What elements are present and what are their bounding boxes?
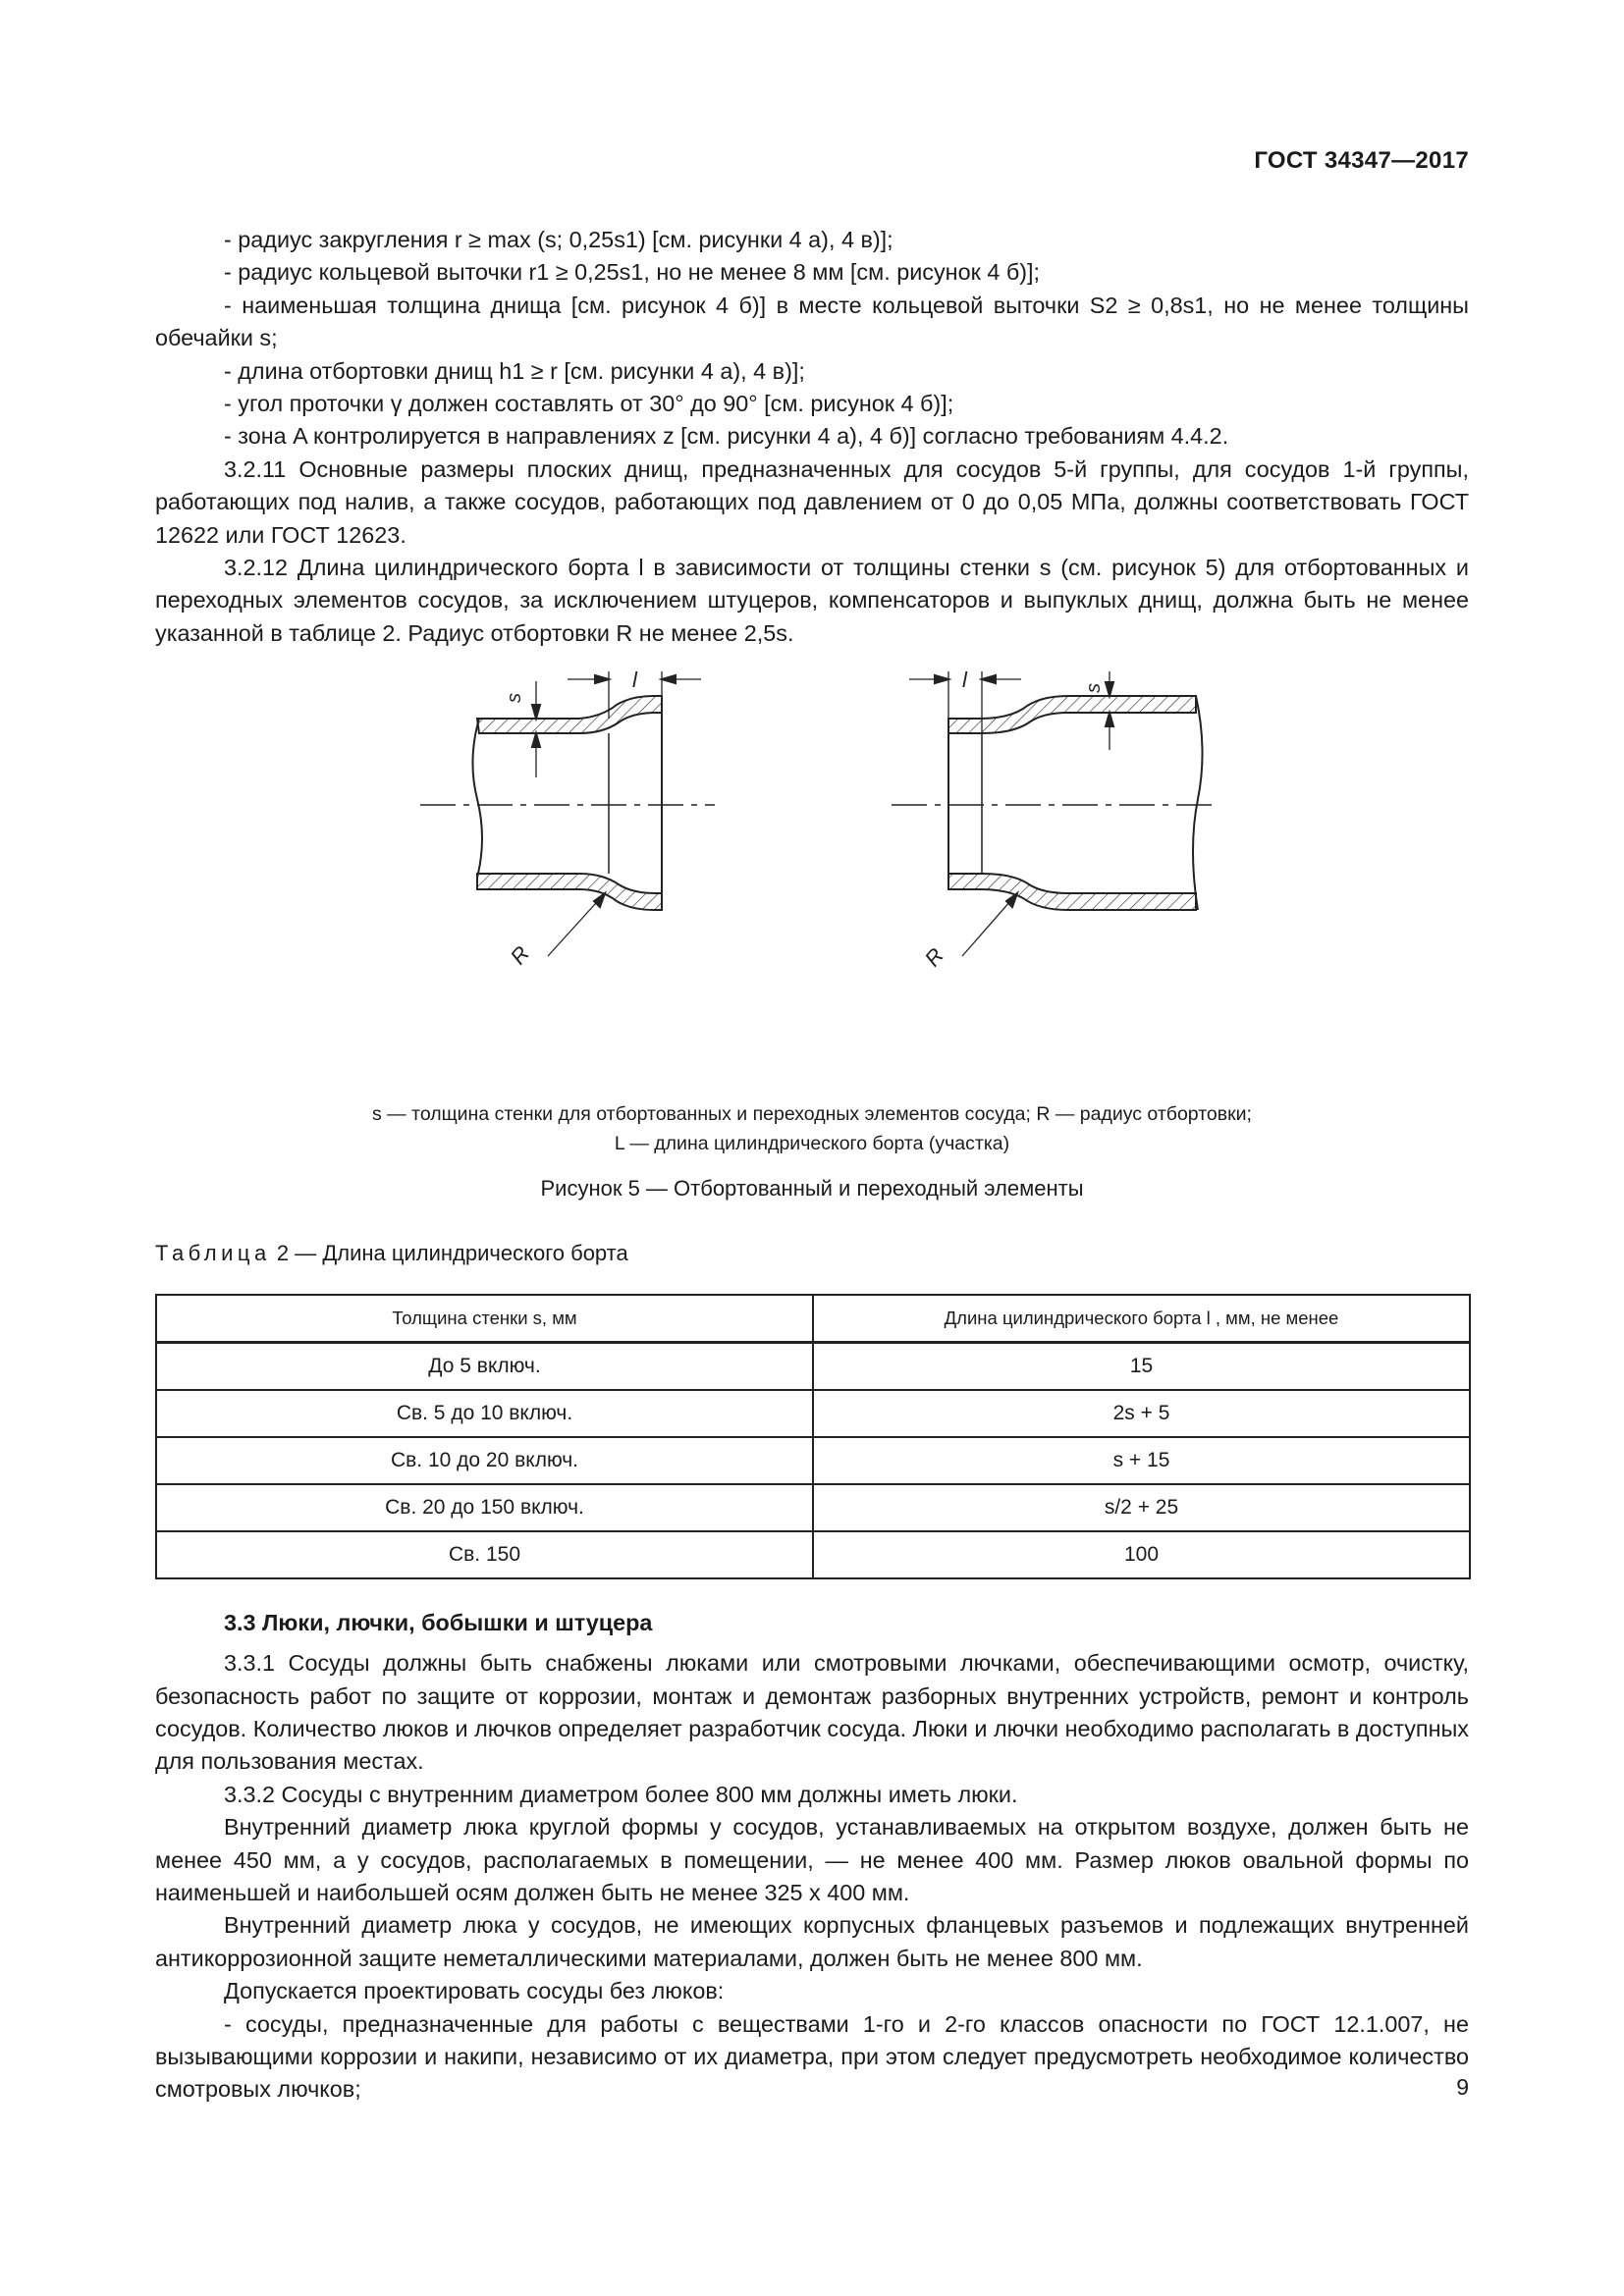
label-R-right: R	[919, 943, 949, 972]
paragraph: Внутренний диаметр люка у сосудов, не имеющих корпусных фланцевых разъемов и подлежащих внутренней антикоррозионной защите неметаллическими материалами, должен быть не менее 800 мм.	[155, 1912, 1469, 1971]
cell-thickness: Св. 20 до 150 включ.	[156, 1484, 813, 1531]
figure-legend-line: L — длина цилиндрического борта (участка)	[614, 1133, 1010, 1155]
label-R-left: R	[505, 941, 535, 970]
table-row	[156, 1437, 1470, 1484]
label-s-left: s	[504, 693, 525, 704]
cell-thickness: До 5 включ.	[156, 1342, 813, 1390]
cell-thickness: Св. 5 до 10 включ.	[156, 1390, 813, 1437]
figure-caption: Рисунок 5 — Отбортованный и переходный элементы	[540, 1176, 1084, 1201]
list-item: - длина отбортовки днищ h1 ≥ r [см. рисунки 4 а), 4 в)];	[224, 357, 805, 384]
cell-length: s + 15	[813, 1437, 1470, 1484]
list-item: - сосуды, предназначенные для работы с веществами 1-го и 2-го классов опасности по ГОСТ 12.1.007, не вызывающими коррозии и накипи, независимо от их диаметра, при этом следует предусмотреть необходимое количество смотровых лючков;	[155, 2010, 1469, 2103]
cell-thickness: Св. 10 до 20 включ.	[156, 1437, 813, 1484]
cell-length: 15	[813, 1342, 1470, 1390]
paragraph-3-3-1: 3.3.1 Сосуды должны быть снабжены люками или смотровыми лючками, обеспечивающими осмотр, очистку, безопасность работ по защите от коррозии, монтаж и демонтаж разборных внутренних устройств, ремонт и контроль сосудов. Количество люков и лючков определяет разработчик сосуда. Люки и лючки необходимо располагать в доступных для пользования местах.	[155, 1650, 1469, 1775]
table-title-word: Таблица	[155, 1241, 271, 1266]
table-title	[155, 1237, 1469, 1269]
table-row	[156, 1390, 1470, 1437]
figure-legend	[155, 1099, 1469, 1158]
list-item: - зона A контролируется в направлениях z [см. рисунки 4 а), 4 б)] согласно требованиям 4.4.2.	[224, 423, 1229, 450]
figure-5	[155, 671, 1469, 1099]
cell-length: 100	[813, 1531, 1470, 1578]
table-row	[156, 1531, 1470, 1578]
requirements-list	[155, 224, 1469, 454]
list-item: - радиус кольцевой выточки r1 ≥ 0,25s1, но не менее 8 мм [см. рисунок 4 б)];	[224, 259, 1041, 286]
paragraph-3-2-12: 3.2.12 Длина цилиндрического борта l в зависимости от толщины стенки s (см. рисунок 5) для отбортованных и переходных элементов сосудов, за исключением штуцеров, компенсаторов и выпуклых днищ, должна быть не менее указанной в таблице 2. Радиус отбортовки R не менее 2,5s.	[155, 555, 1469, 646]
table-2	[155, 1294, 1471, 1579]
transition-element-drawing	[892, 671, 1216, 956]
paragraph-3-3-2: 3.3.2 Сосуды с внутренним диаметром более 800 мм должны иметь люки.	[224, 1781, 1018, 1807]
document-id-header: ГОСТ 34347—2017	[1254, 147, 1469, 174]
cell-thickness: Св. 150	[156, 1531, 813, 1578]
table-header-row	[156, 1295, 1470, 1343]
label-l-left: l	[632, 671, 637, 693]
table-title-text: 2 — Длина цилиндрического борта	[276, 1241, 628, 1266]
list-item: - наименьшая толщина днища [см. рисунок 4 б)] в месте кольцевой выточки S2 ≥ 0,8s1, но не менее толщины обечайки s;	[155, 292, 1469, 351]
column-header-length: Длина цилиндрического борта l , мм, не менее	[813, 1295, 1470, 1343]
paragraph: Допускается проектировать сосуды без люков:	[224, 1978, 725, 2004]
list-item: - угол проточки γ должен составлять от 30° до 90° [см. рисунок 4 б)];	[224, 391, 954, 417]
cell-length: 2s + 5	[813, 1390, 1470, 1437]
paragraph: Внутренний диаметр люка круглой формы у сосудов, устанавливаемых на открытом воздухе, должен быть не менее 450 мм, а у сосудов, располагаемых в помещении, — не менее 400 мм. Размер люков овальной формы по наименьшей и наибольшей осям должен быть не менее 325 x 400 мм.	[155, 1814, 1469, 1905]
table-row	[156, 1484, 1470, 1531]
label-s-right: s	[1083, 683, 1105, 694]
column-header-thickness: Толщина стенки s, мм	[156, 1295, 813, 1343]
section-title-3-3: 3.3 Люки, лючки, бобышки и штуцера	[224, 1609, 653, 1635]
label-l-right: l	[962, 671, 967, 693]
page-body	[155, 224, 1469, 2107]
figure-legend-line: s — толщина стенки для отбортованных и переходных элементов сосуда; R — радиус отбортовки;	[372, 1103, 1252, 1126]
paragraph-3-2-11: 3.2.11 Основные размеры плоских днищ, предназначенных для сосудов 5-й группы, для сосудов 1-й группы, работающих под налив, а также сосудов, работающих под давлением от 0 до 0,05 МПа, должны соответствовать ГОСТ 12622 или ГОСТ 12623.	[155, 455, 1469, 548]
cell-length: s/2 + 25	[813, 1484, 1470, 1531]
flanged-elements-drawing	[155, 671, 1469, 1099]
table-row	[156, 1342, 1470, 1390]
page-number: 9	[1456, 2074, 1469, 2100]
flanged-element-drawing	[420, 671, 715, 956]
list-item: - радиус закругления r ≥ max (s; 0,25s1) [см. рисунки 4 а), 4 в)];	[224, 227, 893, 252]
